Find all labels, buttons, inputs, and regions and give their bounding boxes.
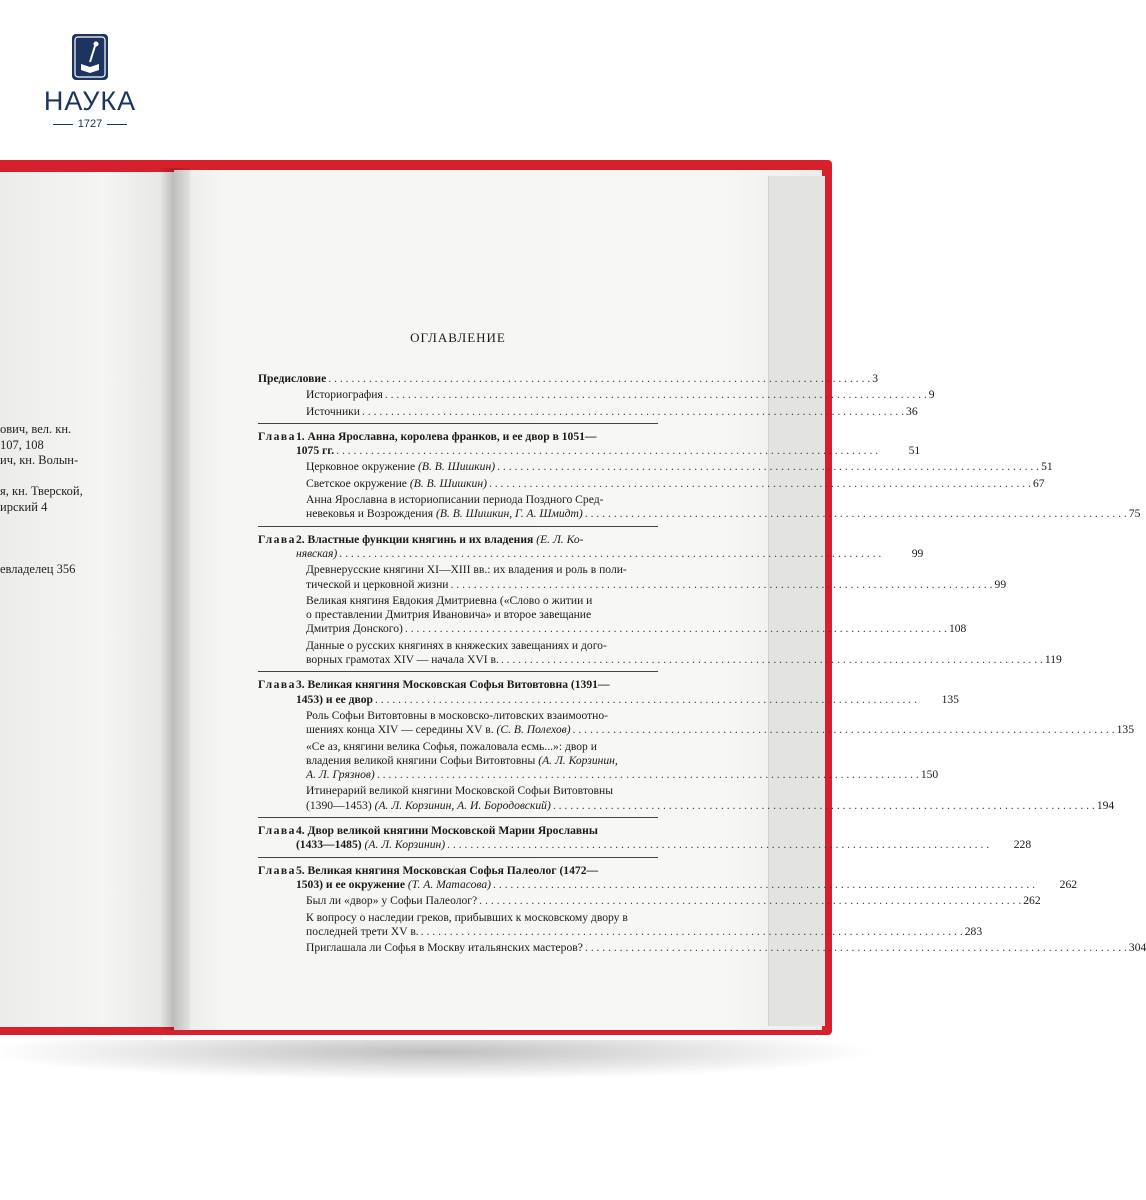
toc-subentry bbox=[258, 476, 1045, 491]
chapter-label: Глава bbox=[258, 429, 296, 443]
toc-page-number: 99 bbox=[994, 577, 1007, 591]
left-page-line bbox=[0, 531, 83, 547]
toc-page-number: 228 bbox=[1013, 838, 1032, 852]
chapter-title-cont: 1075 гг. bbox=[295, 444, 335, 458]
toc-chapter bbox=[258, 678, 959, 707]
toc-title: ОГЛАВЛЕНИЕ bbox=[410, 330, 506, 345]
subentry-title: Был ли «двор» у Софьи Палеолог? bbox=[306, 894, 478, 908]
toc-subentry bbox=[258, 460, 1053, 474]
left-page-line: ирский 4 bbox=[0, 499, 48, 514]
chapter-author: (А. Л. Корзинин) bbox=[364, 838, 446, 852]
toc-subentry: Историография . . . 9 bbox=[258, 388, 698, 402]
subentry-author: А. Л. Грязнов) bbox=[306, 768, 375, 782]
subentry-title: Светское окружение bbox=[306, 476, 407, 490]
subentry-title: Приглашала ли Софья в Москву итальянских мастеров? bbox=[306, 941, 583, 955]
left-page-line: евладелец 356 bbox=[0, 561, 76, 576]
subentry-title-cont: владения великой княгини Софьи Витовтовны bbox=[306, 753, 536, 767]
chapter-title: 5. Великая княгиня Московская Софья Палеолог (1472— bbox=[295, 863, 599, 877]
subentry-title: Церковное окружение bbox=[306, 460, 416, 474]
toc-chapter bbox=[258, 532, 924, 562]
toc-page-number: 135 bbox=[941, 692, 959, 706]
left-page-line bbox=[0, 469, 83, 485]
toc-page-number: 51 bbox=[1041, 460, 1053, 474]
chapter-title: 3. Великая княгиня Московская Софья Витовтовна (1391— bbox=[295, 678, 610, 692]
chapter-label: Глава bbox=[258, 824, 296, 838]
left-page-line bbox=[0, 515, 83, 531]
subentry-title: Анна Ярославна в историописании периода Поздного Сред- bbox=[306, 493, 604, 507]
subentry-author: (А. Л. Корзинин, А. И. Бородовский) bbox=[374, 798, 551, 812]
toc-separator bbox=[258, 817, 658, 818]
left-page-line bbox=[0, 546, 83, 562]
toc-chapter bbox=[258, 429, 921, 459]
toc-page-number: 99 bbox=[911, 546, 924, 560]
toc-page-number: 108 bbox=[948, 622, 967, 636]
subentry-title: Древнерусские княгини XI—XIII вв.: их владения и роль в поли- bbox=[306, 563, 627, 577]
toc-subentry bbox=[258, 493, 1141, 522]
chapter-label: Глава bbox=[258, 532, 296, 546]
toc-preface bbox=[258, 372, 879, 386]
toc-page-number: 304 bbox=[1128, 941, 1146, 955]
toc-separator bbox=[258, 423, 658, 424]
subentry-title: Итинерарий великой княгини Московской Софьи Витовтовны bbox=[306, 784, 613, 798]
toc-page-number: 51 bbox=[908, 444, 921, 458]
toc-subentry bbox=[258, 638, 1062, 668]
toc-subentry bbox=[258, 708, 1134, 738]
subentry-title-cont: Дмитрия Донского) bbox=[306, 622, 403, 636]
subentry-author: (В. В. Шишкин) bbox=[418, 460, 496, 474]
subentry-author: (В. В. Шишкин, Г. А. Шмидт) bbox=[435, 507, 583, 521]
chapter-author: нявская) bbox=[295, 546, 338, 560]
subentry-title-cont: шениях конца XIV — середины XV в. bbox=[306, 723, 494, 737]
toc-page-number: 283 bbox=[964, 924, 983, 938]
subentry-title: К вопросу о наследии греков, прибывших к московскому двору в bbox=[306, 910, 628, 924]
left-page-line: ич, кн. Волын- bbox=[0, 453, 79, 467]
chapter-title: 1. Анна Ярославна, королева франков, и ее двор в 1051— bbox=[295, 429, 597, 443]
subentry-title-cont: ворных грамотах XIV — начала XVI в. bbox=[306, 653, 499, 667]
toc-chapter bbox=[258, 824, 1032, 853]
left-page-line: 107, 108 bbox=[0, 437, 44, 452]
left-page-line: ович, вел. кн. bbox=[0, 422, 72, 436]
toc-subentry bbox=[258, 910, 983, 940]
publisher-name: НАУКА bbox=[43, 86, 137, 116]
toc-page-number: 119 bbox=[1044, 653, 1062, 667]
chapter-author: (Т. А. Матасова) bbox=[407, 877, 492, 891]
subentry-title: Великая княгиня Евдокия Дмитриевна («Слово о житии и bbox=[306, 593, 593, 607]
book-gutter bbox=[160, 168, 190, 1030]
toc-subentry: Источники . . . 36 bbox=[258, 405, 698, 419]
table-of-contents bbox=[258, 372, 1146, 957]
toc-page-number: 67 bbox=[1032, 476, 1045, 490]
subentry-title: Данные о русских княгинях в княжеских завещаниях и дого- bbox=[306, 638, 607, 652]
left-page-line: я, кн. Тверской, bbox=[0, 484, 83, 498]
chapter-title: 2. Властные функции княгинь и их владения bbox=[295, 532, 534, 546]
chapter-label: Глава bbox=[258, 678, 296, 692]
subentry-title-cont: (1390—1453) bbox=[306, 798, 372, 812]
toc-subentry bbox=[258, 894, 1041, 908]
publisher-year: 1727 bbox=[40, 118, 140, 130]
toc-preface-label: Предисловие bbox=[258, 372, 327, 385]
subentry-author: (С. В. Полехов) bbox=[496, 723, 571, 737]
toc-subentry bbox=[258, 593, 967, 637]
subentry-title-cont: последней трети XV в. bbox=[306, 924, 419, 938]
book-shadow bbox=[0, 1040, 880, 1080]
subentry-author: (А. Л. Корзинин, bbox=[538, 753, 618, 767]
left-page bbox=[0, 172, 174, 1027]
chapter-label: Глава bbox=[258, 863, 296, 877]
toc-separator bbox=[258, 857, 658, 858]
chapter-author: (Е. Л. Ко- bbox=[536, 532, 584, 546]
toc-chapter bbox=[258, 863, 1078, 893]
subentry-title-cont: тической и церковной жизни bbox=[306, 577, 449, 591]
subentry-author: (В. В. Шишкин) bbox=[409, 476, 487, 490]
toc-separator bbox=[258, 526, 658, 527]
toc-page-number: 75 bbox=[1128, 507, 1141, 521]
toc-separator bbox=[258, 671, 658, 672]
toc-subentry bbox=[258, 941, 1146, 955]
chapter-title: 4. Двор великой княгини Московской Марии Ярославны bbox=[295, 824, 598, 838]
toc-subentry bbox=[258, 784, 1115, 813]
toc-page-number: 194 bbox=[1096, 798, 1115, 812]
chapter-title-cont: (1433—1485) bbox=[295, 838, 362, 852]
toc-page-number: 3 bbox=[872, 372, 879, 385]
chapter-title-cont: 1453) и ее двор bbox=[295, 692, 373, 706]
subentry-title-cont: о преставлении Дмитрия Ивановича» и второе завещание bbox=[306, 608, 592, 622]
toc-page-number: 262 bbox=[1023, 894, 1041, 908]
chapter-title-cont: 1503) и ее окружение bbox=[295, 877, 405, 891]
subentry-title-cont: невековья и Возрождения bbox=[306, 507, 434, 521]
subentry-title: «Се аз, княгини велика Софья, пожаловала есмь...»: двор и bbox=[306, 739, 597, 753]
subentry-title: Роль Софьи Витовтовны в московско-литовских взаимоотно- bbox=[306, 708, 609, 722]
publisher-logo bbox=[40, 34, 140, 130]
toc-page-number: 150 bbox=[920, 768, 939, 782]
toc-subentry bbox=[258, 563, 1007, 592]
left-page-text bbox=[0, 422, 83, 577]
toc-page-number: 135 bbox=[1116, 723, 1134, 737]
toc-subentry bbox=[258, 739, 939, 783]
toc-page-number: 262 bbox=[1059, 877, 1078, 891]
book-emblem-icon bbox=[72, 34, 108, 80]
